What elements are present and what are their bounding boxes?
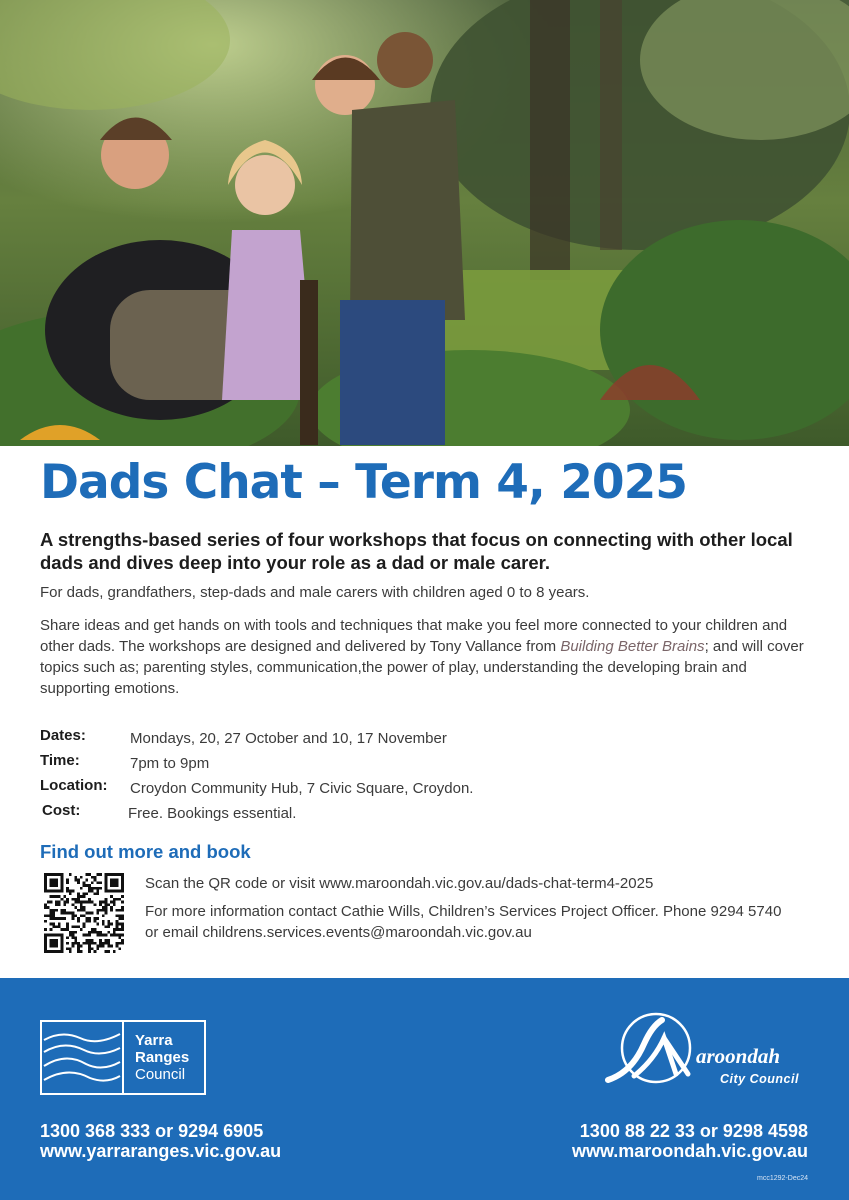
description-text — [40, 615, 810, 699]
contact-info-text: For more information contact Cathie Wills, Children’s Services Project Officer. Phone 9294 5740 or email childrens.services.events@maroondah.vic.gov.au — [145, 903, 782, 941]
time-label: Time: — [40, 752, 80, 769]
building-better-brains-text: Building Better Brains — [560, 638, 705, 655]
yarra-ranges-website[interactable]: www.yarraranges.vic.gov.au — [40, 1141, 282, 1161]
cost-value: Free. Bookings essential. — [128, 805, 297, 822]
reference-code: mcc1292-Dec24 — [757, 1175, 808, 1182]
dates-row — [40, 727, 740, 752]
audience-text: For dads, grandfathers, step-dads and male carers with children aged 0 to 8 years. — [40, 584, 590, 601]
cost-row — [40, 802, 740, 827]
maroondah-phone: 1300 88 22 33 or 9298 4598 — [579, 1121, 808, 1141]
find-out-more-info — [145, 873, 795, 950]
qr-instruction-text: Scan the QR code or visit www.maroondah.vic.gov.au/dads-chat-term4-2025 — [145, 875, 654, 892]
page-title: Dads Chat – Term 4, 2025 — [40, 455, 688, 510]
location-row — [40, 777, 740, 802]
time-row — [40, 752, 740, 777]
maroondah-logo — [604, 1010, 814, 1090]
location-label: Location: — [40, 777, 108, 794]
subtitle: A strengths-based series of four workshops that focus on connecting with other local dads and dives deep into your role as a dad or male carer. — [40, 529, 793, 573]
qr-code-icon[interactable] — [40, 873, 128, 953]
maroondah-contact — [572, 1121, 808, 1161]
dates-value: Mondays, 20, 27 October and 10, 17 November — [130, 730, 447, 747]
maroondah-logo-subtitle: City Council — [720, 1072, 799, 1086]
yarra-ranges-logo-line3: Council — [135, 1066, 186, 1083]
time-value: 7pm to 9pm — [130, 755, 210, 772]
maroondah-swirl-icon — [604, 1010, 704, 1090]
logo-divider — [122, 1022, 124, 1093]
yarra-ranges-contact — [40, 1121, 281, 1161]
dates-label: Dates: — [40, 727, 86, 744]
description-after: ; and will cover topics such as; parenting styles, communication,the power of play, understanding the developing brain and supporting emotions. — [40, 638, 804, 697]
footer — [0, 978, 849, 1200]
maroondah-website[interactable]: www.maroondah.vic.gov.au — [571, 1141, 808, 1161]
yarra-ranges-phone: 1300 368 333 or 9294 6905 — [40, 1121, 264, 1141]
yarra-ranges-logo-line1: Yarra — [135, 1032, 173, 1049]
yarra-ranges-logo-line2: Ranges — [135, 1049, 190, 1066]
yarra-ranges-hills-icon — [42, 1022, 122, 1093]
location-value: Croydon Community Hub, 7 Civic Square, Croydon. — [130, 780, 474, 797]
maroondah-logo-name: aroondah — [696, 1044, 781, 1068]
event-details — [40, 727, 740, 827]
cost-label: Cost: — [42, 802, 81, 819]
hero-photo — [0, 0, 849, 446]
yarra-ranges-logo — [40, 1020, 206, 1095]
find-out-more-heading: Find out more and book — [40, 841, 251, 862]
description-before: Share ideas and get hands on with tools and techniques that make you feel more connected to your children and other dads. The workshops are designed and delivered by Tony Vallance from — [40, 617, 788, 655]
